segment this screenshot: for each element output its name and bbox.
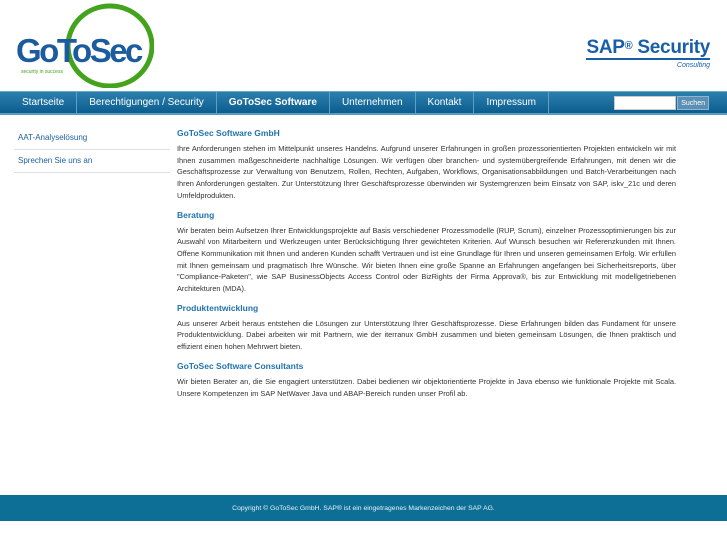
section-text: Ihre Anforderungen stehen im Mittelpunkt unseres Handelns. Aufgrund unserer Erfahrungen in großen prozessorientierten Projekten entwickeln wir mit Ihnen zusammen maßgeschneiderte nachhaltige Lösungen. Wir verfügen über branchen- und systemübergreifende Erfahrungen, mit denen wir die Geschäftsprozesse zur Verwaltung von Benutzern, Rollen, Rechten, Aufgaben, Workflows, Organisationsabbildungen und Batch-Verarbeitungen nach Ihren Anforderungen gestalten. Zur Unterstützung Ihrer Geschäftsprozesse überwinden wir Systemgrenzen beim Einsatz von SAP, iskv_21c und deren Umfeldprodukten.	[177, 144, 676, 200]
main-nav	[0, 91, 727, 115]
page-header	[0, 0, 727, 90]
page-footer	[0, 495, 727, 521]
footer-copyright: Copyright © GoToSec GmbH. SAP® ist ein eingetragenes Markenzeichen der SAP AG.	[232, 504, 495, 512]
sap-title: SAP	[586, 37, 625, 58]
section-heading: GoToSec Software Consultants	[177, 360, 304, 371]
gotosec-logo[interactable]	[14, 2, 154, 88]
section-heading: GoToSec Software GmbH	[177, 128, 280, 138]
section-heading: Beratung	[177, 209, 215, 220]
section-heading: Produktentwicklung	[177, 302, 259, 313]
section-text: Wir beraten beim Aufsetzen Ihrer Entwicklungsprojekte auf Basis verschiedener Prozessmodelle (RUP, Scrum), einzelner Prozessoptimierungen bis zur Auswahl von Mitarbeitern und Werkzeugen unter Berücksichtigung Ihrer gewichteten Kriterien. Auf Wunsch besuchen wir Referenzkunden mit Ihnen. Offene Kommunikation mit Ihnen und anderen Kunden schafft Vertrauen und ist eine Grundlage für Ihren und unseren gemeinsamen Erfolg. Wir erfüllen mit Ihnen gemeinsam und pragmatisch Ihre Wünsche. Wir bieten Ihnen eine große Spanne an Erfahrungen angefangen bei Sicherheitsreports, über "Compliance-Paketen", wie SAP BusinessObjects Access Control oder BizRights der Firma Approva®, bis zur Entwicklung mit modellgetriebenen Architekturen (MDA).	[177, 225, 676, 294]
sidebar-item-sprechen-sie-uns-an[interactable]: Sprechen Sie uns an	[14, 150, 170, 173]
section-text: Aus unserer Arbeit heraus entstehen die Lösungen zur Unterstützung Ihrer Geschäftsprozesse. Diese Erfahrungen bilden das Fundament für unsere Produktentwicklung. Dabei arbeiten wir mit Partnern, wie der iterranux GmbH zusammen und bieten gemeinsam Lösungen, die Ihnen praktisch und effizient einen hohen Mehrwert bieten.	[177, 318, 676, 352]
sap-subtitle: Consulting	[676, 62, 710, 69]
nav-item-berechtigungen[interactable]: Berechtigungen / Security	[77, 92, 217, 113]
search-form	[614, 96, 709, 110]
search-input[interactable]	[614, 96, 676, 110]
main-content	[177, 128, 676, 407]
section-text: Wir bieten Berater an, die Sie engagiert unterstützen. Dabei bedienen wir objektorientierte Projekte in Java ebenso wie funktionale Projekte mit Scala. Unsere Kompetenzen im SAP NetWaver Java und ABAP-Bereich runden unser Profil ab.	[177, 376, 676, 398]
nav-item-unternehmen[interactable]: Unternehmen	[330, 92, 416, 113]
sap-security-logo	[586, 38, 710, 69]
sap-underline	[586, 58, 710, 60]
sidebar	[14, 127, 170, 173]
sap-security-title: Security	[632, 37, 710, 58]
sap-reg-mark: ®	[624, 40, 633, 52]
logo-text: GoToSec	[16, 32, 141, 69]
nav-item-startseite[interactable]: Startseite	[10, 92, 77, 113]
nav-item-kontakt[interactable]: Kontakt	[416, 92, 475, 113]
logo-tagline: security in success	[21, 69, 63, 75]
search-button[interactable]: Suchen	[677, 96, 709, 110]
nav-item-impressum[interactable]: Impressum	[474, 92, 548, 113]
nav-item-gotosec-software[interactable]: GoToSec Software	[217, 92, 330, 113]
sidebar-item-aat-analyseloesung[interactable]: AAT-Analyselösung	[14, 127, 170, 150]
